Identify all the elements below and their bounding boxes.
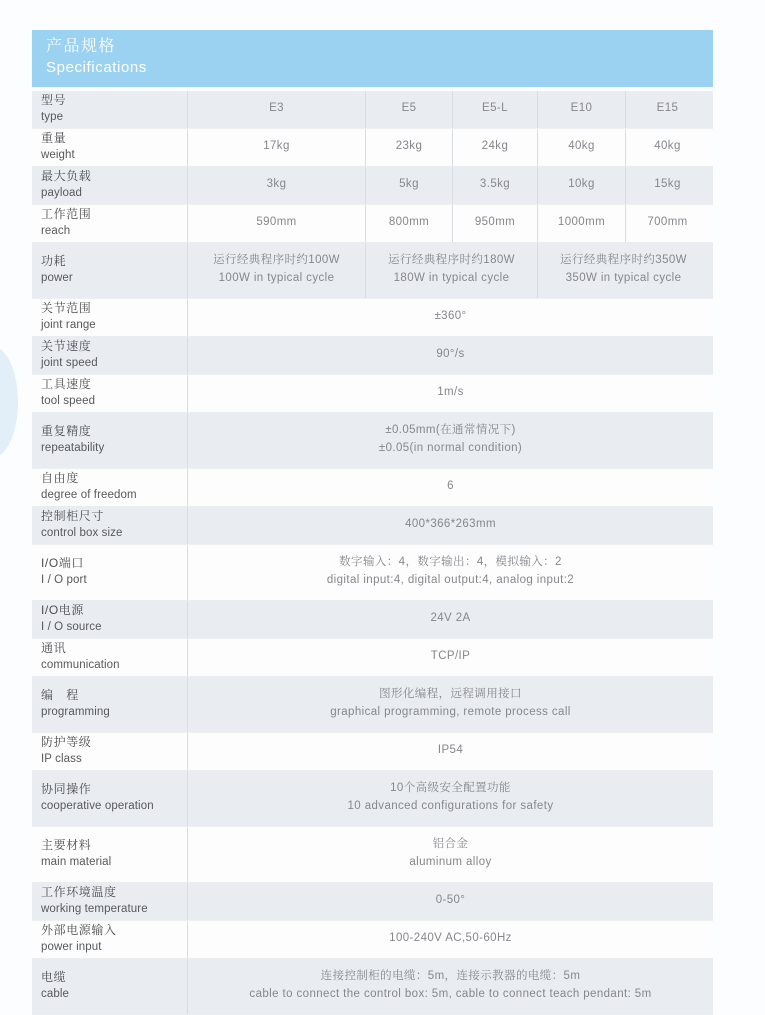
- row-label-zh: 外部电源输入: [41, 923, 117, 938]
- cell-line-reach: 590mm: [256, 216, 297, 229]
- cell-line-power-input: 100-240V AC,50-60Hz: [389, 932, 512, 945]
- table-row-joint-speed: [32, 337, 713, 375]
- cell-power-group-3: [537, 243, 709, 298]
- row-label-zh: 控制柜尺寸: [41, 509, 105, 524]
- cell-ip-class: [187, 733, 713, 770]
- decorative-arc: [0, 346, 18, 458]
- cell-line-main-material: 铝合金: [432, 838, 469, 851]
- table-row-io-source: [32, 601, 713, 639]
- cell-line-type: E15: [656, 102, 679, 115]
- row-label-en: type: [41, 110, 64, 123]
- cell-power-group-1: [187, 243, 365, 298]
- row-label-en: control box size: [41, 526, 123, 539]
- cell-line-reach: 950mm: [474, 216, 516, 229]
- row-label-io-port: [32, 545, 187, 600]
- cell-line-payload: 10kg: [568, 178, 595, 191]
- cell-line-joint-speed: 90°/s: [436, 348, 465, 361]
- cell-line-type: E10: [570, 102, 593, 115]
- row-label-zh: 重复精度: [41, 424, 92, 439]
- cell-line-cable: 连接控制柜的电缆：5m，连接示教器的电缆：5m: [320, 970, 581, 983]
- row-label-zh: 编 程: [41, 688, 79, 703]
- spec-sheet: [32, 30, 713, 1015]
- cell-reach-e15: [625, 205, 709, 242]
- row-label-en: main material: [41, 855, 112, 868]
- row-label-zh: 协同操作: [41, 782, 92, 797]
- cell-type-e10: [537, 91, 625, 128]
- cell-line-reach: 700mm: [647, 216, 688, 229]
- row-label-zh: 自由度: [41, 471, 79, 486]
- cell-payload-e3: [187, 167, 365, 204]
- row-label-degree-of-freedom: [32, 469, 187, 506]
- cell-line-power: 180W in typical cycle: [393, 272, 510, 285]
- cell-cable: [187, 959, 713, 1014]
- row-label-zh: 重量: [41, 131, 67, 146]
- table-row-communication: [32, 639, 713, 677]
- table-row-joint-range: [32, 299, 713, 337]
- table-row-programming: [32, 677, 713, 733]
- cell-line-programming: 图形化编程，远程调用接口: [379, 688, 522, 701]
- row-label-power: [32, 243, 187, 298]
- cell-weight-e3: [187, 129, 365, 166]
- row-label-en: weight: [41, 148, 75, 161]
- cell-degree-of-freedom: [187, 469, 713, 506]
- cell-line-degree-of-freedom: 6: [447, 480, 454, 493]
- cell-tool-speed: [187, 375, 713, 412]
- cell-line-payload: 5kg: [399, 178, 419, 191]
- cell-line-weight: 17kg: [263, 140, 290, 153]
- cell-repeatability: [187, 413, 713, 468]
- cell-line-joint-range: ±360°: [434, 310, 467, 323]
- cell-line-communication: TCP/IP: [430, 650, 471, 663]
- cell-line-repeatability: ±0.05mm(在通常情况下): [385, 424, 516, 437]
- cell-weight-e5: [365, 129, 452, 166]
- cell-reach-e3: [187, 205, 365, 242]
- cell-line-io-source: 24V 2A: [430, 612, 471, 625]
- cell-line-ip-class: IP54: [437, 744, 464, 757]
- row-label-joint-range: [32, 299, 187, 336]
- cell-line-type: E5-L: [482, 102, 508, 115]
- row-label-en: programming: [41, 705, 110, 718]
- table-row-cooperative-operation: [32, 771, 713, 827]
- row-label-en: I / O source: [41, 620, 102, 633]
- row-label-en: cooperative operation: [41, 799, 154, 812]
- cell-power-input: [187, 921, 713, 958]
- row-label-zh: 主要材料: [41, 838, 92, 853]
- row-label-io-source: [32, 601, 187, 638]
- table-row-ip-class: [32, 733, 713, 771]
- row-label-main-material: [32, 827, 187, 882]
- cell-control-box-size: [187, 507, 713, 544]
- cell-payload-e5: [365, 167, 452, 204]
- row-label-en: payload: [41, 186, 82, 199]
- cell-payload-e10: [537, 167, 625, 204]
- cell-line-repeatability: ±0.05(in normal condition): [378, 442, 523, 455]
- cell-line-io-port: digital input:4, digital output:4, analog input:2: [326, 574, 575, 587]
- cell-line-io-port: 数字输入：4，数字输出：4，模拟输入：2: [339, 556, 562, 569]
- cell-power-group-2: [365, 243, 537, 298]
- cell-working-temperature: [187, 883, 713, 920]
- row-label-zh: 关节范围: [41, 301, 92, 316]
- row-label-zh: 防护等级: [41, 735, 92, 750]
- cell-type-e5: [365, 91, 452, 128]
- row-label-cooperative-operation: [32, 771, 187, 826]
- cell-line-control-box-size: 400*366*263mm: [405, 518, 496, 531]
- row-label-zh: 最大负载: [41, 169, 92, 184]
- cell-line-power: 运行经典程序时约100W: [213, 254, 340, 267]
- table-row-degree-of-freedom: [32, 469, 713, 507]
- cell-weight-e10: [537, 129, 625, 166]
- table-row-io-port: [32, 545, 713, 601]
- table-row-working-temperature: [32, 883, 713, 921]
- table-row-tool-speed: [32, 375, 713, 413]
- table-row-power: [32, 243, 713, 299]
- cell-line-power: 运行经典程序时约350W: [560, 254, 687, 267]
- cell-type-e5-l: [452, 91, 537, 128]
- row-label-zh: I/O端口: [41, 556, 85, 571]
- row-label-en: joint range: [41, 318, 96, 331]
- cell-line-weight: 40kg: [654, 140, 681, 153]
- row-label-en: working temperature: [41, 902, 148, 915]
- cell-payload-e15: [625, 167, 709, 204]
- cell-line-payload: 3.5kg: [479, 178, 511, 191]
- cell-line-working-temperature: 0-50°: [435, 894, 466, 907]
- table-row-type: [32, 91, 713, 129]
- cell-payload-e5-l: [452, 167, 537, 204]
- cell-type-e15: [625, 91, 709, 128]
- row-label-en: communication: [41, 658, 120, 671]
- table-row-control-box-size: [32, 507, 713, 545]
- cell-programming: [187, 677, 713, 732]
- row-label-cable: [32, 959, 187, 1014]
- table-row-repeatability: [32, 413, 713, 469]
- cell-line-type: E3: [269, 102, 284, 115]
- cell-main-material: [187, 827, 713, 882]
- row-label-control-box-size: [32, 507, 187, 544]
- row-label-en: power: [41, 271, 73, 284]
- cell-line-payload: 3kg: [266, 178, 287, 191]
- row-label-programming: [32, 677, 187, 732]
- row-label-communication: [32, 639, 187, 676]
- cell-cooperative-operation: [187, 771, 713, 826]
- row-label-en: tool speed: [41, 394, 96, 407]
- row-label-reach: [32, 205, 187, 242]
- cell-line-payload: 15kg: [654, 178, 681, 191]
- cell-line-power: 350W in typical cycle: [565, 272, 682, 285]
- cell-io-source: [187, 601, 713, 638]
- row-label-payload: [32, 167, 187, 204]
- row-label-en: degree of freedom: [41, 488, 137, 501]
- cell-joint-speed: [187, 337, 713, 374]
- cell-communication: [187, 639, 713, 676]
- row-label-en: repeatability: [41, 441, 105, 454]
- cell-line-power: 100W in typical cycle: [218, 272, 335, 285]
- cell-line-weight: 23kg: [395, 140, 423, 153]
- row-label-weight: [32, 129, 187, 166]
- cell-line-cooperative-operation: 10 advanced configurations for safety: [347, 800, 554, 813]
- row-label-power-input: [32, 921, 187, 958]
- row-label-en: I / O port: [41, 573, 87, 586]
- table-row-power-input: [32, 921, 713, 959]
- spec-table: [32, 91, 713, 1015]
- row-label-en: IP class: [41, 752, 82, 765]
- cell-weight-e15: [625, 129, 709, 166]
- row-label-ip-class: [32, 733, 187, 770]
- page-title-zh: 产品规格: [46, 38, 117, 55]
- row-label-zh: 关节速度: [41, 339, 92, 354]
- row-label-zh: 通讯: [41, 641, 67, 656]
- row-label-en: reach: [41, 224, 71, 237]
- cell-line-power: 运行经典程序时约180W: [388, 254, 515, 267]
- row-label-en: power input: [41, 940, 102, 953]
- row-label-working-temperature: [32, 883, 187, 920]
- row-label-repeatability: [32, 413, 187, 468]
- table-row-main-material: [32, 827, 713, 883]
- row-label-type: [32, 91, 187, 128]
- row-label-zh: I/O电源: [41, 603, 85, 618]
- cell-reach-e5: [365, 205, 452, 242]
- row-label-zh: 工作范围: [41, 207, 92, 222]
- cell-reach-e5-l: [452, 205, 537, 242]
- cell-line-programming: graphical programming, remote process call: [330, 706, 571, 719]
- table-row-weight: [32, 129, 713, 167]
- table-row-reach: [32, 205, 713, 243]
- row-label-zh: 型号: [41, 93, 67, 108]
- row-label-zh: 电缆: [41, 970, 67, 985]
- cell-line-tool-speed: 1m/s: [437, 386, 464, 399]
- cell-line-main-material: aluminum alloy: [409, 856, 492, 869]
- cell-line-cable: cable to connect the control box: 5m, cable to connect teach pendant: 5m: [249, 988, 652, 1001]
- cell-line-type: E5: [401, 102, 417, 115]
- row-label-en: cable: [41, 987, 69, 1000]
- cell-line-cooperative-operation: 10个高级安全配置功能: [390, 782, 511, 795]
- row-label-zh: 工作环境温度: [41, 885, 117, 900]
- section-header: [32, 30, 713, 87]
- table-row-payload: [32, 167, 713, 205]
- cell-line-reach: 1000mm: [557, 216, 606, 229]
- cell-line-weight: 40kg: [568, 140, 595, 153]
- row-label-zh: 功耗: [41, 254, 67, 269]
- row-label-zh: 工具速度: [41, 377, 92, 392]
- table-row-cable: [32, 959, 713, 1015]
- row-label-tool-speed: [32, 375, 187, 412]
- cell-type-e3: [187, 91, 365, 128]
- cell-reach-e10: [537, 205, 625, 242]
- cell-joint-range: [187, 299, 713, 336]
- page-title-en: Specifications: [46, 59, 147, 77]
- cell-line-reach: 800mm: [388, 216, 430, 229]
- row-label-en: joint speed: [41, 356, 98, 369]
- row-label-joint-speed: [32, 337, 187, 374]
- cell-weight-e5-l: [452, 129, 537, 166]
- cell-io-port: [187, 545, 713, 600]
- cell-line-weight: 24kg: [481, 140, 509, 153]
